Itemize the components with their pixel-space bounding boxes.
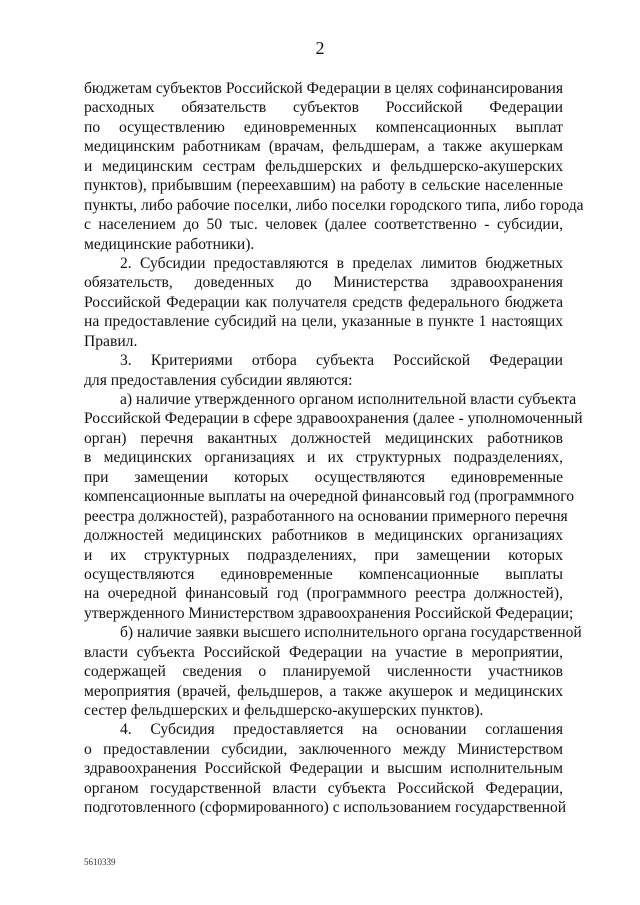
- text-line: медицинские работники).: [84, 235, 255, 253]
- text-line: орган) перечня вакантных должностей медицинских работников: [84, 429, 563, 447]
- page-number: 2: [315, 38, 325, 58]
- text-line: подготовленного (сформированного) с использованием государственной: [84, 799, 567, 817]
- text-line: здравоохранения Российской Федерации и высшим исполнительным: [84, 760, 563, 778]
- text-line: содержащей сведения о планируемой численности участников: [84, 663, 563, 681]
- text-line: осуществляются единовременные компенсационные выплаты: [84, 565, 563, 583]
- text-line: Российской Федерации в сфере здравоохранения (далее - уполномоченный: [84, 410, 583, 428]
- text-line: реестра должностей), разработанного на основании примерного перечня: [84, 507, 568, 525]
- text-line: а) наличие утвержденного органом исполнительной власти субъекта: [120, 391, 577, 408]
- text-line: с населением до 50 тыс. человек (далее соответственно - субсидии,: [84, 216, 563, 234]
- text-line: мероприятия (врачей, фельдшеров, а также акушерок и медицинских: [84, 682, 563, 700]
- text-line: расходных обязательств субъектов Российской Федерации: [84, 99, 563, 117]
- text-line: при замещении которых осуществляются единовременные: [84, 468, 563, 486]
- text-line: на предоставление субсидий на цели, указанные в пункте 1 настоящих: [84, 313, 563, 331]
- text-line: органом государственной власти субъекта Российской Федерации,: [84, 779, 563, 797]
- text-line: 3. Критериями отбора субъекта Российской Федерации: [120, 352, 563, 370]
- text-line: 2. Субсидии предоставляются в пределах лимитов бюджетных: [120, 254, 563, 272]
- text-line: и медицинским сестрам фельдшерских и фельдшерско-акушерских: [84, 157, 563, 175]
- text-line: пункты, либо рабочие поселки, либо поселки городского типа, либо города: [84, 196, 584, 214]
- text-line: на очередной финансовый год (программного реестра должностей),: [84, 585, 563, 603]
- text-line: бюджетам субъектов Российской Федерации в целях софинансирования: [84, 80, 563, 97]
- text-line: и их структурных подразделениях, при замещении которых: [84, 546, 563, 564]
- text-line: сестер фельдшерских и фельдшерско-акушерских пунктов).: [84, 702, 484, 719]
- text-line: по осуществлению единовременных компенсационных выплат: [84, 118, 563, 136]
- text-line: Правил.: [84, 332, 138, 350]
- text-line: для предоставления субсидии являются:: [84, 371, 353, 389]
- text-line: компенсационные выплаты на очередной финансовый год (программного: [84, 488, 575, 506]
- text-line: о предоставлении субсидии, заключенного между Министерством: [84, 740, 563, 758]
- text-line: 4. Субсидия предоставляется на основании соглашения: [120, 721, 563, 739]
- text-line: обязательств, доведенных до Министерства здравоохранения: [84, 274, 563, 292]
- text-line: б) наличие заявки высшего исполнительного органа государственной: [120, 624, 582, 642]
- text-line: медицинским работникам (врачам, фельдшерам, а также акушеркам: [84, 138, 563, 156]
- text-line: утвержденного Министерством здравоохранения Российской Федерации;: [84, 604, 574, 622]
- document-code: 5610339: [84, 857, 116, 867]
- text-line: в медицинских организациях и их структурных подразделениях,: [84, 449, 563, 467]
- document-body: [84, 79, 584, 818]
- text-line: Российской Федерации как получателя средств федерального бюджета: [84, 293, 563, 311]
- text-line: власти субъекта Российской Федерации на участие в мероприятии,: [84, 643, 563, 661]
- text-line: пунктов), прибывшим (переехавшим) на работу в сельские населенные: [84, 177, 563, 195]
- text-line: должностей медицинских работников в медицинских организациях: [84, 527, 563, 545]
